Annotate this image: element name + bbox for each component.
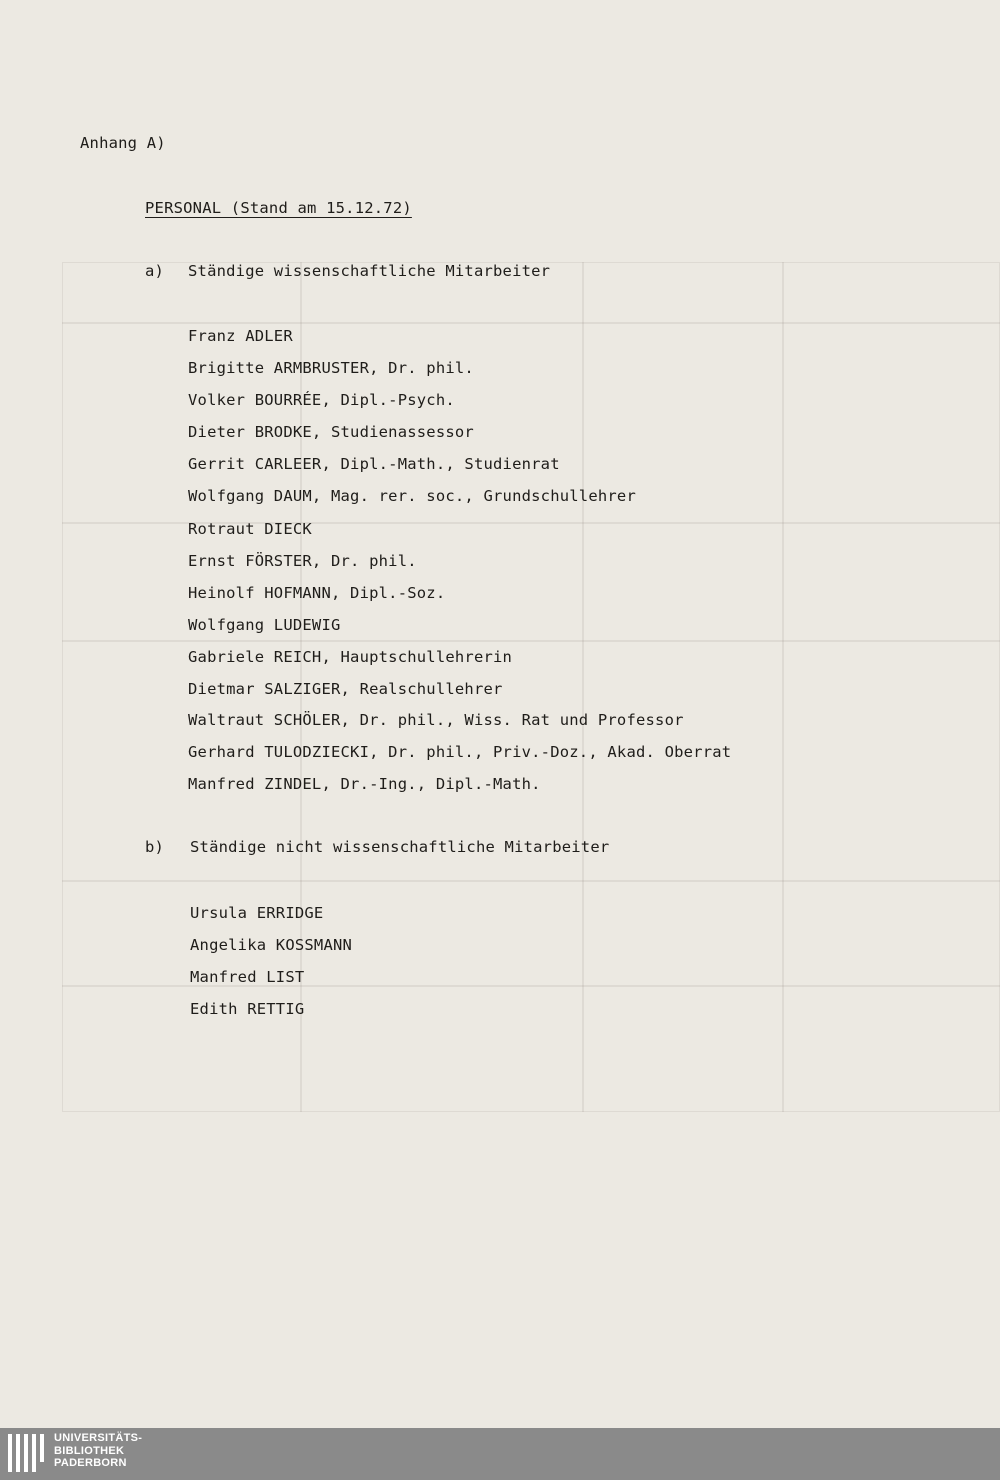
staff-member: Franz ADLER <box>188 327 293 345</box>
staff-member: Ursula ERRIDGE <box>190 904 324 922</box>
staff-member: Gerhard TULODZIECKI, Dr. phil., Priv.-Doz., Akad. Oberrat <box>188 743 732 761</box>
section-a-label: a) <box>145 262 165 280</box>
staff-member: Brigitte ARMBRUSTER, Dr. phil. <box>188 359 474 377</box>
library-footer-bar <box>0 1428 1000 1480</box>
show-through-row-divider <box>62 322 1000 324</box>
staff-member: Manfred ZINDEL, Dr.-Ing., Dipl.-Math. <box>188 775 541 793</box>
staff-member: Wolfgang DAUM, Mag. rer. soc., Grundschullehrer <box>188 487 636 505</box>
staff-member: Gabriele REICH, Hauptschullehrerin <box>188 648 513 666</box>
logo-line: UNIVERSITÄTS- <box>54 1432 143 1444</box>
section-b-title: Ständige nicht wissenschaftliche Mitarbeiter <box>190 838 610 856</box>
staff-member: Dieter BRODKE, Studienassessor <box>188 423 474 441</box>
library-logo-text <box>54 1432 142 1470</box>
staff-member: Waltraut SCHÖLER, Dr. phil., Wiss. Rat und Professor <box>188 711 684 729</box>
staff-member: Volker BOURRÉE, Dipl.-Psych. <box>188 391 455 409</box>
logo-line: BIBLIOTHEK <box>54 1444 125 1457</box>
page-heading: PERSONAL (Stand am 15.12.72) <box>145 199 412 217</box>
show-through-row-divider <box>62 880 1000 882</box>
staff-member: Angelika KOSSMANN <box>190 936 353 954</box>
appendix-label: Anhang A) <box>80 134 166 152</box>
show-through-row-divider <box>62 640 1000 642</box>
staff-member: Dietmar SALZIGER, Realschullehrer <box>188 680 503 698</box>
staff-member: Rotraut DIECK <box>188 520 312 538</box>
staff-member: Gerrit CARLEER, Dipl.-Math., Studienrat <box>188 455 560 473</box>
staff-member: Edith RETTIG <box>190 1000 305 1018</box>
logo-line: PADERBORN <box>54 1457 127 1469</box>
staff-member: Manfred LIST <box>190 968 305 986</box>
section-a-title: Ständige wissenschaftliche Mitarbeiter <box>188 262 551 280</box>
staff-member: Heinolf HOFMANN, Dipl.-Soz. <box>188 584 446 602</box>
library-logo-icon <box>6 1432 48 1476</box>
staff-member: Ernst FÖRSTER, Dr. phil. <box>188 552 417 570</box>
staff-member: Wolfgang LUDEWIG <box>188 616 341 634</box>
section-b-label: b) <box>145 838 165 856</box>
